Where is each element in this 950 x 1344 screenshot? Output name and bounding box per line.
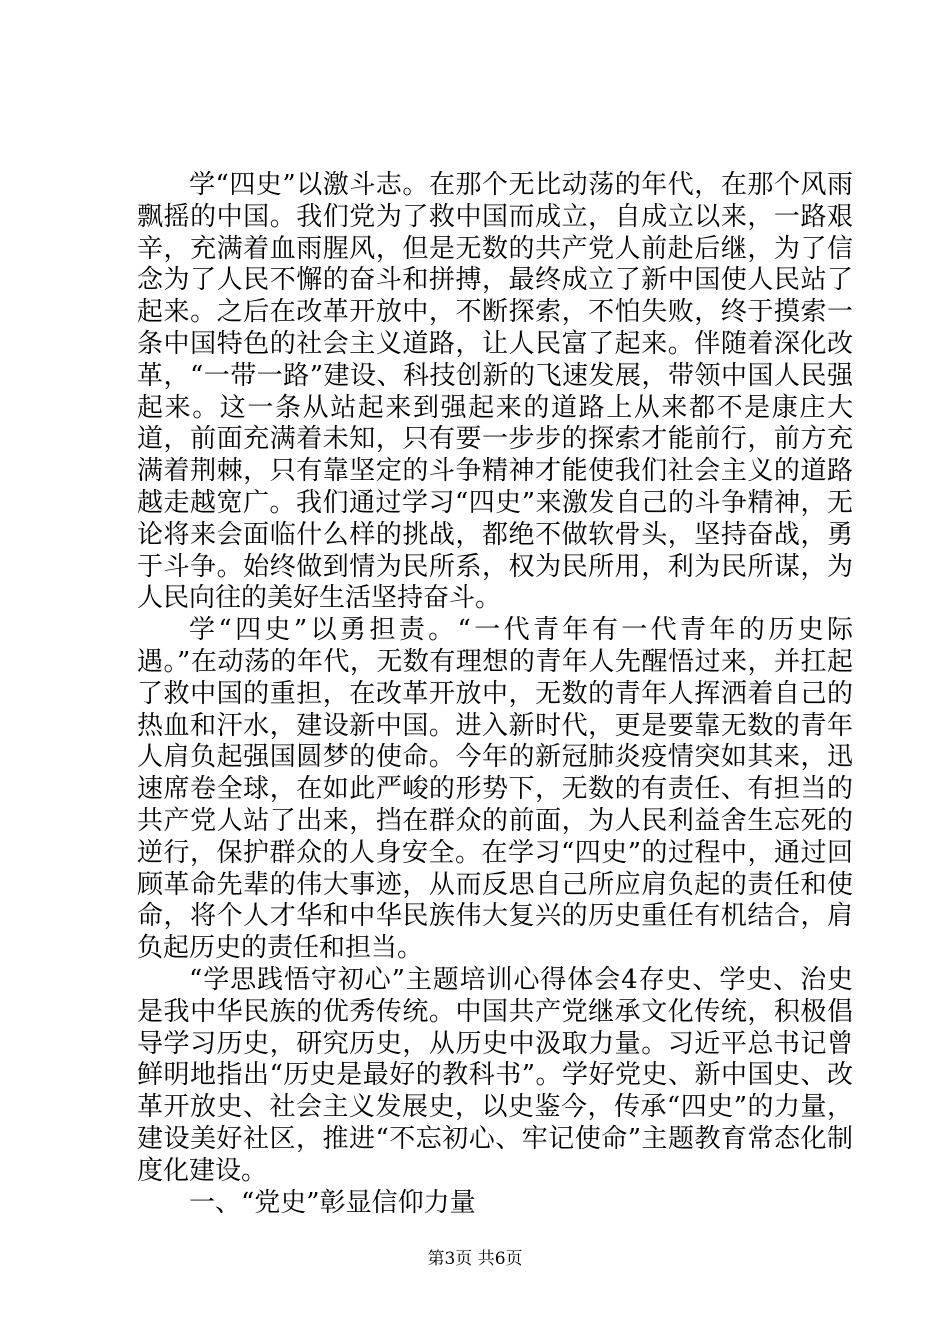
paragraph-training-experience: “学思践悟守初心”主题培训心得体会4存史、学史、治史是我中华民族的优秀传统。中国共产党继承文化传统，积极倡导学习历史，研究历史，从历史中汲取力量。习近平总书记曾鲜明地指出“历史是最好的教科书”。学好党史、新中国史、改革开放史、社会主义发展史，以史鉴今，传承“四史”的力量，建设美好社区，推进“不忘初心、牢记使命”主题教育常态化制度化建设。 bbox=[137, 964, 853, 1186]
paragraph-study-four-histories-responsibility: 学“四史”以勇担责。“一代青年有一代青年的历史际遇。”在动荡的年代，无数有理想的青年人先醒悟过来，并扛起了救中国的重担，在改革开放中，无数的青年人挥洒着自己的热血和汗水，建设新中国。进入新时代，更是要靠无数的青年人肩负起强国圆梦的使命。今年的新冠肺炎疫情突如其来，迅速席卷全球，在如此严峻的形势下，无数的有责任、有担当的共产党人站了出来，挡在群众的前面，为人民利益舍生忘死的逆行，保护群众的人身安全。在学习“四史”的过程中，通过回顾革命先辈的伟大事迹，从而反思自己所应肩负起的责任和使命，将个人才华和中华民族伟大复兴的历史重任有机结合，肩负起历史的责任和担当。 bbox=[137, 615, 853, 964]
page-footer: 第3页 共6页 bbox=[427, 1249, 523, 1269]
section-heading-party-history: 一、“党史”彰显信仰力量 bbox=[189, 1187, 476, 1218]
paragraph-study-four-histories-fighting-spirit: 学“四史”以激斗志。在那个无比动荡的年代，在那个风雨飘摇的中国。我们党为了救中国而成立，自成立以来，一路艰辛，充满着血雨腥风，但是无数的共产党人前赴后继，为了信念为了人民不懈的奋斗和拼搏，最终成立了新中国使人民站了起来。之后在改革开放中，不断探索，不怕失败，终于摸索一条中国特色的社会主义道路，让人民富了起来。伴随着深化改革，“一带一路”建设、科技创新的飞速发展，带领中国人民强起来。这一条从站起来到强起来的道路上从来都不是康庄大道，前面充满着未知，只有要一步步的探索才能前行，前方充满着荆棘，只有靠坚定的斗争精神才能使我们社会主义的道路越走越宽广。我们通过学习“四史”来激发自己的斗争精神，无论将来会面临什么样的挑战，都绝不做软骨头，坚持奋战，勇于斗争。始终做到情为民所系，权为民所用，利为民所谋，为人民向往的美好生活坚持奋斗。 bbox=[137, 170, 853, 614]
document-body bbox=[137, 170, 853, 1219]
